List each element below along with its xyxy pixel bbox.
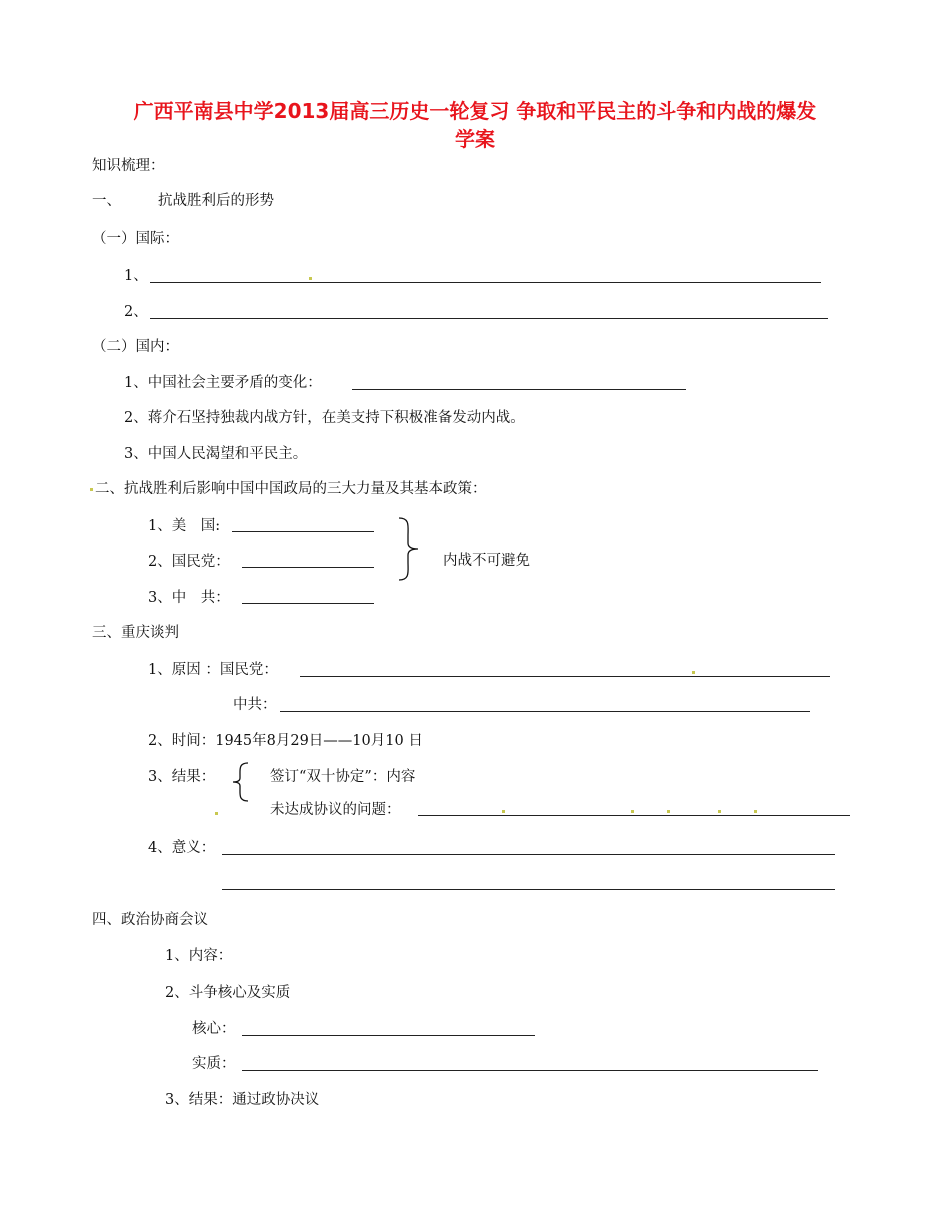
section-3-title: 三、重庆谈判 (92, 625, 179, 641)
dot-mark (502, 810, 505, 813)
blank-line (300, 676, 830, 677)
dot-mark (718, 810, 721, 813)
domestic-item-3: 3、中国人民渴望和平民主。 (124, 446, 308, 462)
blank-line (150, 282, 821, 283)
dot-mark (754, 810, 757, 813)
force-item-ccp: 3、中 共： (148, 590, 230, 606)
blank-line (242, 1035, 535, 1036)
blank-line (222, 889, 835, 890)
civil-war-conclusion: 内战不可避免 (443, 553, 530, 569)
left-brace-icon (230, 762, 252, 802)
dot-mark (90, 488, 93, 491)
cause-kmt-label: 1、原因 ：国民党： (148, 662, 278, 678)
dot-mark (631, 810, 634, 813)
section-heading-knowledge: 知识梳理： (92, 158, 165, 174)
pcc-result: 3、结果：通过政协决议 (165, 1092, 320, 1108)
section-2-title: 二、抗战胜利后影响中国中国政局的三大力量及其基本政策： (95, 481, 487, 497)
pcc-core-label: 核心： (192, 1021, 236, 1037)
blank-line (418, 815, 850, 816)
international-item-2-label: 2、 (124, 304, 148, 320)
pcc-content-label: 1、内容： (165, 948, 233, 964)
international-heading: （一）国际： (92, 231, 179, 247)
result-unresolved: 未达成协议的问题： (270, 802, 401, 818)
international-item-1-label: 1、 (124, 268, 148, 284)
blank-line (150, 318, 828, 319)
cause-ccp-label: 中共： (233, 697, 277, 713)
blank-line (280, 711, 810, 712)
domestic-item-2: 2、蒋介石坚持独裁内战方针，在美支持下积极准备发动内战。 (124, 410, 525, 426)
blank-line (352, 389, 686, 390)
dot-mark (692, 671, 695, 674)
right-brace-icon (396, 516, 422, 582)
blank-line (242, 603, 374, 604)
blank-line (232, 531, 374, 532)
significance-label: 4、意义： (148, 840, 216, 856)
blank-line (242, 567, 374, 568)
blank-line (222, 854, 835, 855)
blank-line (242, 1070, 818, 1071)
force-item-kmt: 2、国民党： (148, 554, 230, 570)
section-1-title: 抗战胜利后的形势 (158, 193, 274, 209)
section-1-number: 一、 (92, 193, 121, 209)
result-label: 3、结果： (148, 769, 216, 785)
pcc-essence-label: 实质： (192, 1056, 236, 1072)
section-4-title: 四、政治协商会议 (92, 912, 208, 928)
document-title: 广西平南县中学2013届高三历史一轮复习 争取和平民主的斗争和内战的爆发 (133, 99, 817, 123)
domestic-item-1: 1、中国社会主要矛盾的变化： (124, 375, 322, 391)
force-item-usa: 1、美 国: (148, 518, 221, 534)
domestic-heading: （二）国内： (92, 339, 179, 355)
result-agreement: 签订“双十协定”：内容 (270, 769, 416, 785)
dot-mark (309, 277, 312, 280)
pcc-core-heading: 2、斗争核心及实质 (165, 985, 291, 1001)
talks-time: 2、时间：1945年8月29日——10月10 日 (148, 733, 423, 749)
dot-mark (667, 810, 670, 813)
dot-mark (215, 812, 218, 815)
document-title-continued: 学案 (455, 127, 495, 151)
